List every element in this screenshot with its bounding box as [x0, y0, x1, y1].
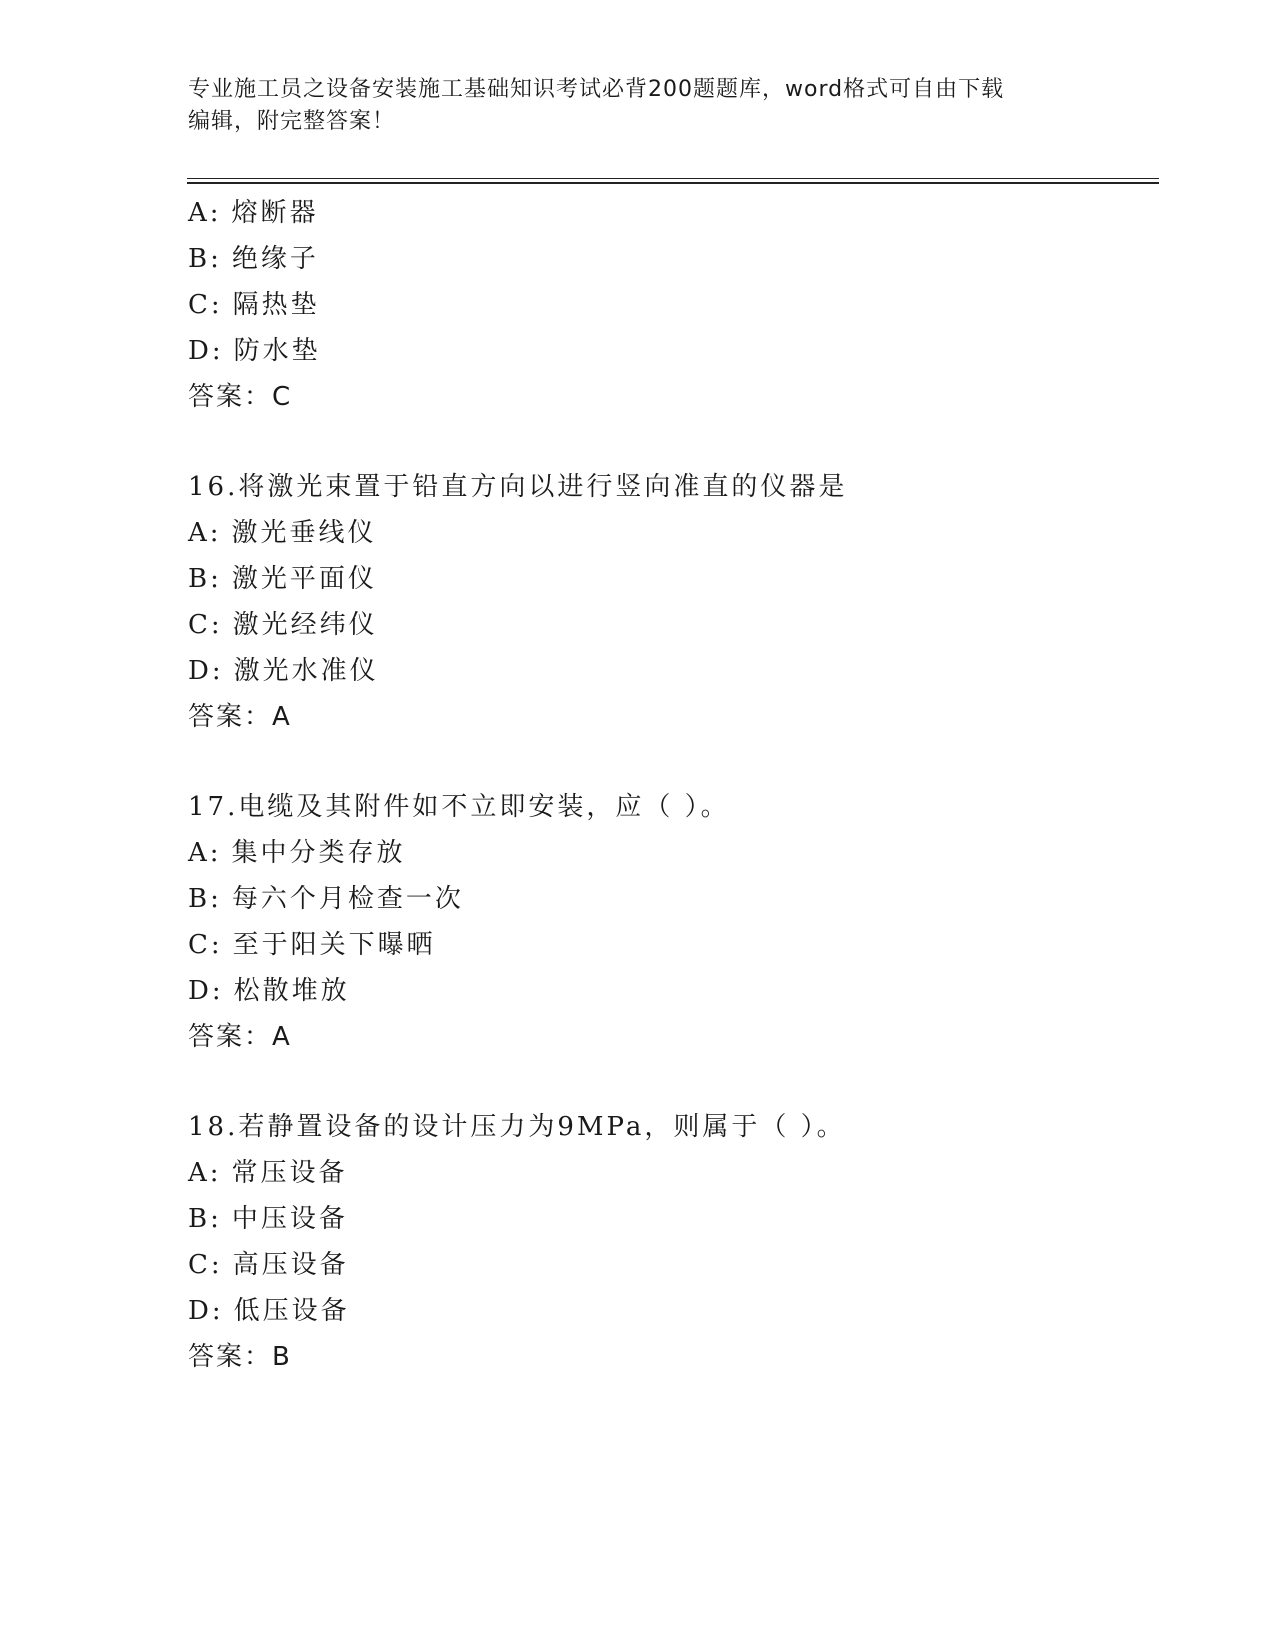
option-text: 至于阳关下曝晒 — [232, 930, 436, 960]
option-letter: C: — [188, 610, 223, 640]
option-letter: C: — [188, 290, 223, 320]
spacer — [188, 740, 1148, 784]
option-text: 松散堆放 — [233, 976, 350, 1006]
option-a — [188, 190, 1148, 236]
option-letter: D: — [188, 656, 224, 686]
option-letter: A: — [188, 838, 222, 868]
option-b — [188, 556, 1148, 602]
option-text: 中压设备 — [231, 1204, 348, 1234]
option-letter: D: — [188, 1296, 224, 1326]
option-a — [188, 830, 1148, 876]
option-c — [188, 602, 1148, 648]
question-stem: 17.电缆及其附件如不立即安装，应（ ）。 — [188, 792, 730, 822]
option-letter: C: — [188, 1250, 223, 1280]
spacer — [188, 420, 1148, 464]
option-text: 激光垂线仪 — [231, 518, 377, 548]
option-text: 绝缘子 — [231, 244, 319, 274]
option-c — [188, 922, 1148, 968]
option-letter: B: — [188, 1204, 222, 1234]
option-letter: C: — [188, 930, 223, 960]
option-text: 激光平面仪 — [231, 564, 377, 594]
question-stem: 16.将激光束置于铅直方向以进行竖向准直的仪器是 — [188, 472, 848, 502]
option-text: 常压设备 — [231, 1158, 348, 1188]
spacer — [188, 1060, 1148, 1104]
header-rule-thick — [187, 182, 1159, 184]
option-b — [188, 876, 1148, 922]
option-d — [188, 328, 1148, 374]
option-text: 激光经纬仪 — [232, 610, 378, 640]
header-rule-thin — [187, 178, 1159, 179]
question-stem: 18.若静置设备的设计压力为9MPa，则属于（ ）。 — [188, 1112, 846, 1142]
answer-line: 答案：A — [188, 1022, 292, 1052]
question-content — [188, 190, 1148, 1380]
option-c — [188, 282, 1148, 328]
option-text: 集中分类存放 — [231, 838, 406, 868]
option-b — [188, 1196, 1148, 1242]
question-block-17 — [188, 784, 1148, 1060]
page-header: 专业施工员之设备安装施工基础知识考试必背200题题库，word格式可自由下载 编辑，附完整答案！ — [188, 77, 1005, 134]
option-letter: B: — [188, 884, 222, 914]
question-block-continued — [188, 190, 1148, 420]
option-letter: B: — [188, 244, 222, 274]
question-block-16 — [188, 464, 1148, 740]
option-letter: A: — [188, 1158, 222, 1188]
option-b — [188, 236, 1148, 282]
option-a — [188, 510, 1148, 556]
option-a — [188, 1150, 1148, 1196]
option-d — [188, 1288, 1148, 1334]
option-text: 低压设备 — [233, 1296, 350, 1326]
option-letter: B: — [188, 564, 222, 594]
option-letter: A: — [188, 518, 222, 548]
question-block-18 — [188, 1104, 1148, 1380]
option-d — [188, 648, 1148, 694]
option-letter: D: — [188, 976, 224, 1006]
option-letter: D: — [188, 336, 224, 366]
option-letter: A: — [188, 198, 222, 228]
answer-line: 答案：B — [188, 1342, 292, 1372]
option-text: 高压设备 — [232, 1250, 349, 1280]
option-text: 激光水准仪 — [233, 656, 379, 686]
option-d — [188, 968, 1148, 1014]
answer-line: 答案：C — [188, 382, 293, 412]
option-text: 每六个月检查一次 — [231, 884, 464, 914]
option-text: 隔热垫 — [232, 290, 320, 320]
option-text: 防水垫 — [233, 336, 321, 366]
option-text: 熔断器 — [231, 198, 319, 228]
answer-line: 答案：A — [188, 702, 292, 732]
option-c — [188, 1242, 1148, 1288]
